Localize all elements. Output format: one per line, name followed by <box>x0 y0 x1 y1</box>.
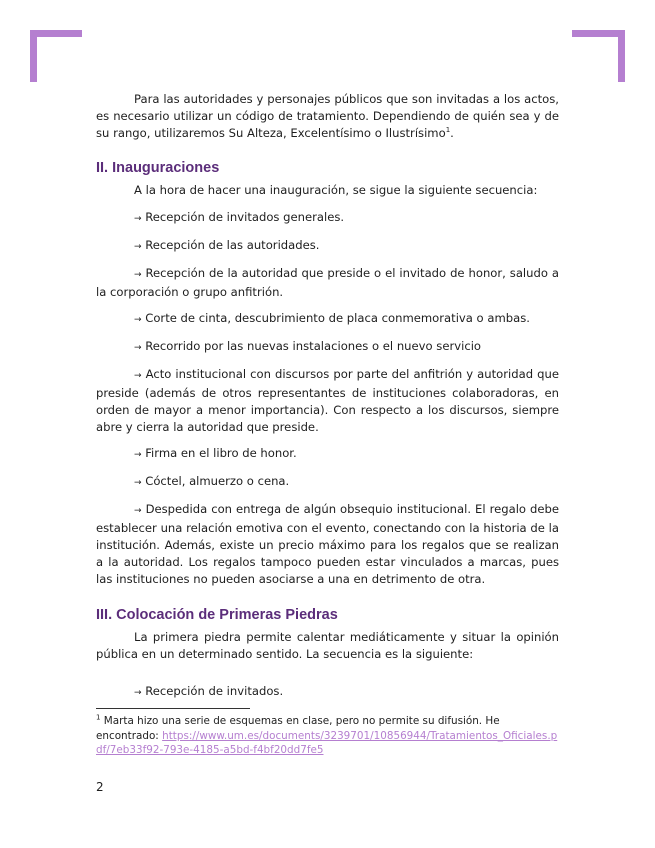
footnote-ref[interactable]: 1 <box>445 126 451 135</box>
list-item-text: Recepción de las autoridades. <box>145 238 320 252</box>
section-heading-inauguraciones: II. Inauguraciones <box>96 160 220 176</box>
arrow-bullet-icon: → <box>134 478 142 488</box>
list-item-text: Firma en el libro de honor. <box>145 446 297 460</box>
list-item <box>96 683 559 702</box>
corner-mark-top-left-vertical <box>30 30 37 82</box>
list-item-text: Corte de cinta, descubrimiento de placa conmemorativa o ambas. <box>145 311 530 325</box>
intro-end: . <box>450 126 454 140</box>
list-item <box>96 237 559 256</box>
footnote <box>96 714 559 758</box>
footnote-link[interactable]: https://www.um.es/documents/3239701/10856944/Tratamientos_Oficiales.pdf/7eb33f92-793e-4185-a5bd-f4bf20dd7fe5 <box>96 729 558 756</box>
section-heading-primeras-piedras: III. Colocación de Primeras Piedras <box>96 607 338 623</box>
footnote-divider <box>96 708 250 709</box>
list-item-text: Recepción de invitados. <box>145 684 284 698</box>
list-item <box>96 209 559 228</box>
list-item-text: Recorrido por las nuevas instalaciones o el nuevo servicio <box>145 339 482 353</box>
arrow-bullet-icon: → <box>134 688 142 698</box>
list-item <box>96 501 559 588</box>
page-number: 2 <box>96 780 104 794</box>
list-item <box>96 473 559 492</box>
inauguraciones-lead: A la hora de hacer una inauguración, se sigue la siguiente secuencia: <box>134 183 538 197</box>
list-item <box>96 310 559 329</box>
arrow-bullet-icon: → <box>134 343 142 353</box>
arrow-bullet-icon: → <box>134 315 142 325</box>
intro-text: Para las autoridades y personajes públicos que son invitadas a los actos, es necesario utilizar un código de tratamiento. Dependiendo de quién sea y de su rango, utilizaremos Su Alteza, Excelentísimo o Ilustrísimo <box>96 92 559 140</box>
inauguraciones-list <box>96 209 559 588</box>
primeras-piedras-list <box>96 683 559 702</box>
arrow-bullet-icon: → <box>134 506 142 516</box>
list-item-text: Recepción de la autoridad que preside o el invitado de honor, saludo a la corporación o grupo anfitrión. <box>96 266 559 299</box>
list-item <box>96 366 559 436</box>
footnote-text: Marta hizo una serie de esquemas en clase, pero no permite su difusión. He encontrado: <box>96 715 500 742</box>
list-item-text: Cóctel, almuerzo o cena. <box>145 474 290 488</box>
list-item-text: Recepción de invitados generales. <box>145 210 345 224</box>
list-item <box>96 265 559 301</box>
footnote-number: 1 <box>96 713 101 722</box>
arrow-bullet-icon: → <box>134 242 142 252</box>
intro-paragraph <box>96 91 559 142</box>
corner-mark-top-left <box>30 30 82 37</box>
page-content <box>96 91 559 702</box>
list-item <box>96 338 559 357</box>
arrow-bullet-icon: → <box>134 450 142 460</box>
list-item <box>96 445 559 464</box>
primeras-piedras-lead: La primera piedra permite calentar mediáticamente y situar la opinión pública en un determinado sentido. La secuencia es la siguiente: <box>96 630 559 661</box>
arrow-bullet-icon: → <box>134 371 142 381</box>
arrow-bullet-icon: → <box>134 214 142 224</box>
list-item-text: Acto institucional con discursos por parte del anfitrión y autoridad que preside (además de otros representantes de instituciones colaboradoras, en orden de mayor a menor importancia). Con respecto a los discursos, siempre abre y cierra la autoridad que preside. <box>96 367 559 434</box>
corner-mark-top-right-vertical <box>618 30 625 82</box>
list-item-text: Despedida con entrega de algún obsequio institucional. El regalo debe establecer una relación emotiva con el evento, conectando con la historia de la institución. Además, existe un precio máximo para los regalos que se realizan a la autoridad. Los regalos tampoco pueden estar vinculados a marcas, pues las instituciones no pueden asociarse a una en detrimento de otra. <box>96 502 559 586</box>
arrow-bullet-icon: → <box>134 270 142 280</box>
